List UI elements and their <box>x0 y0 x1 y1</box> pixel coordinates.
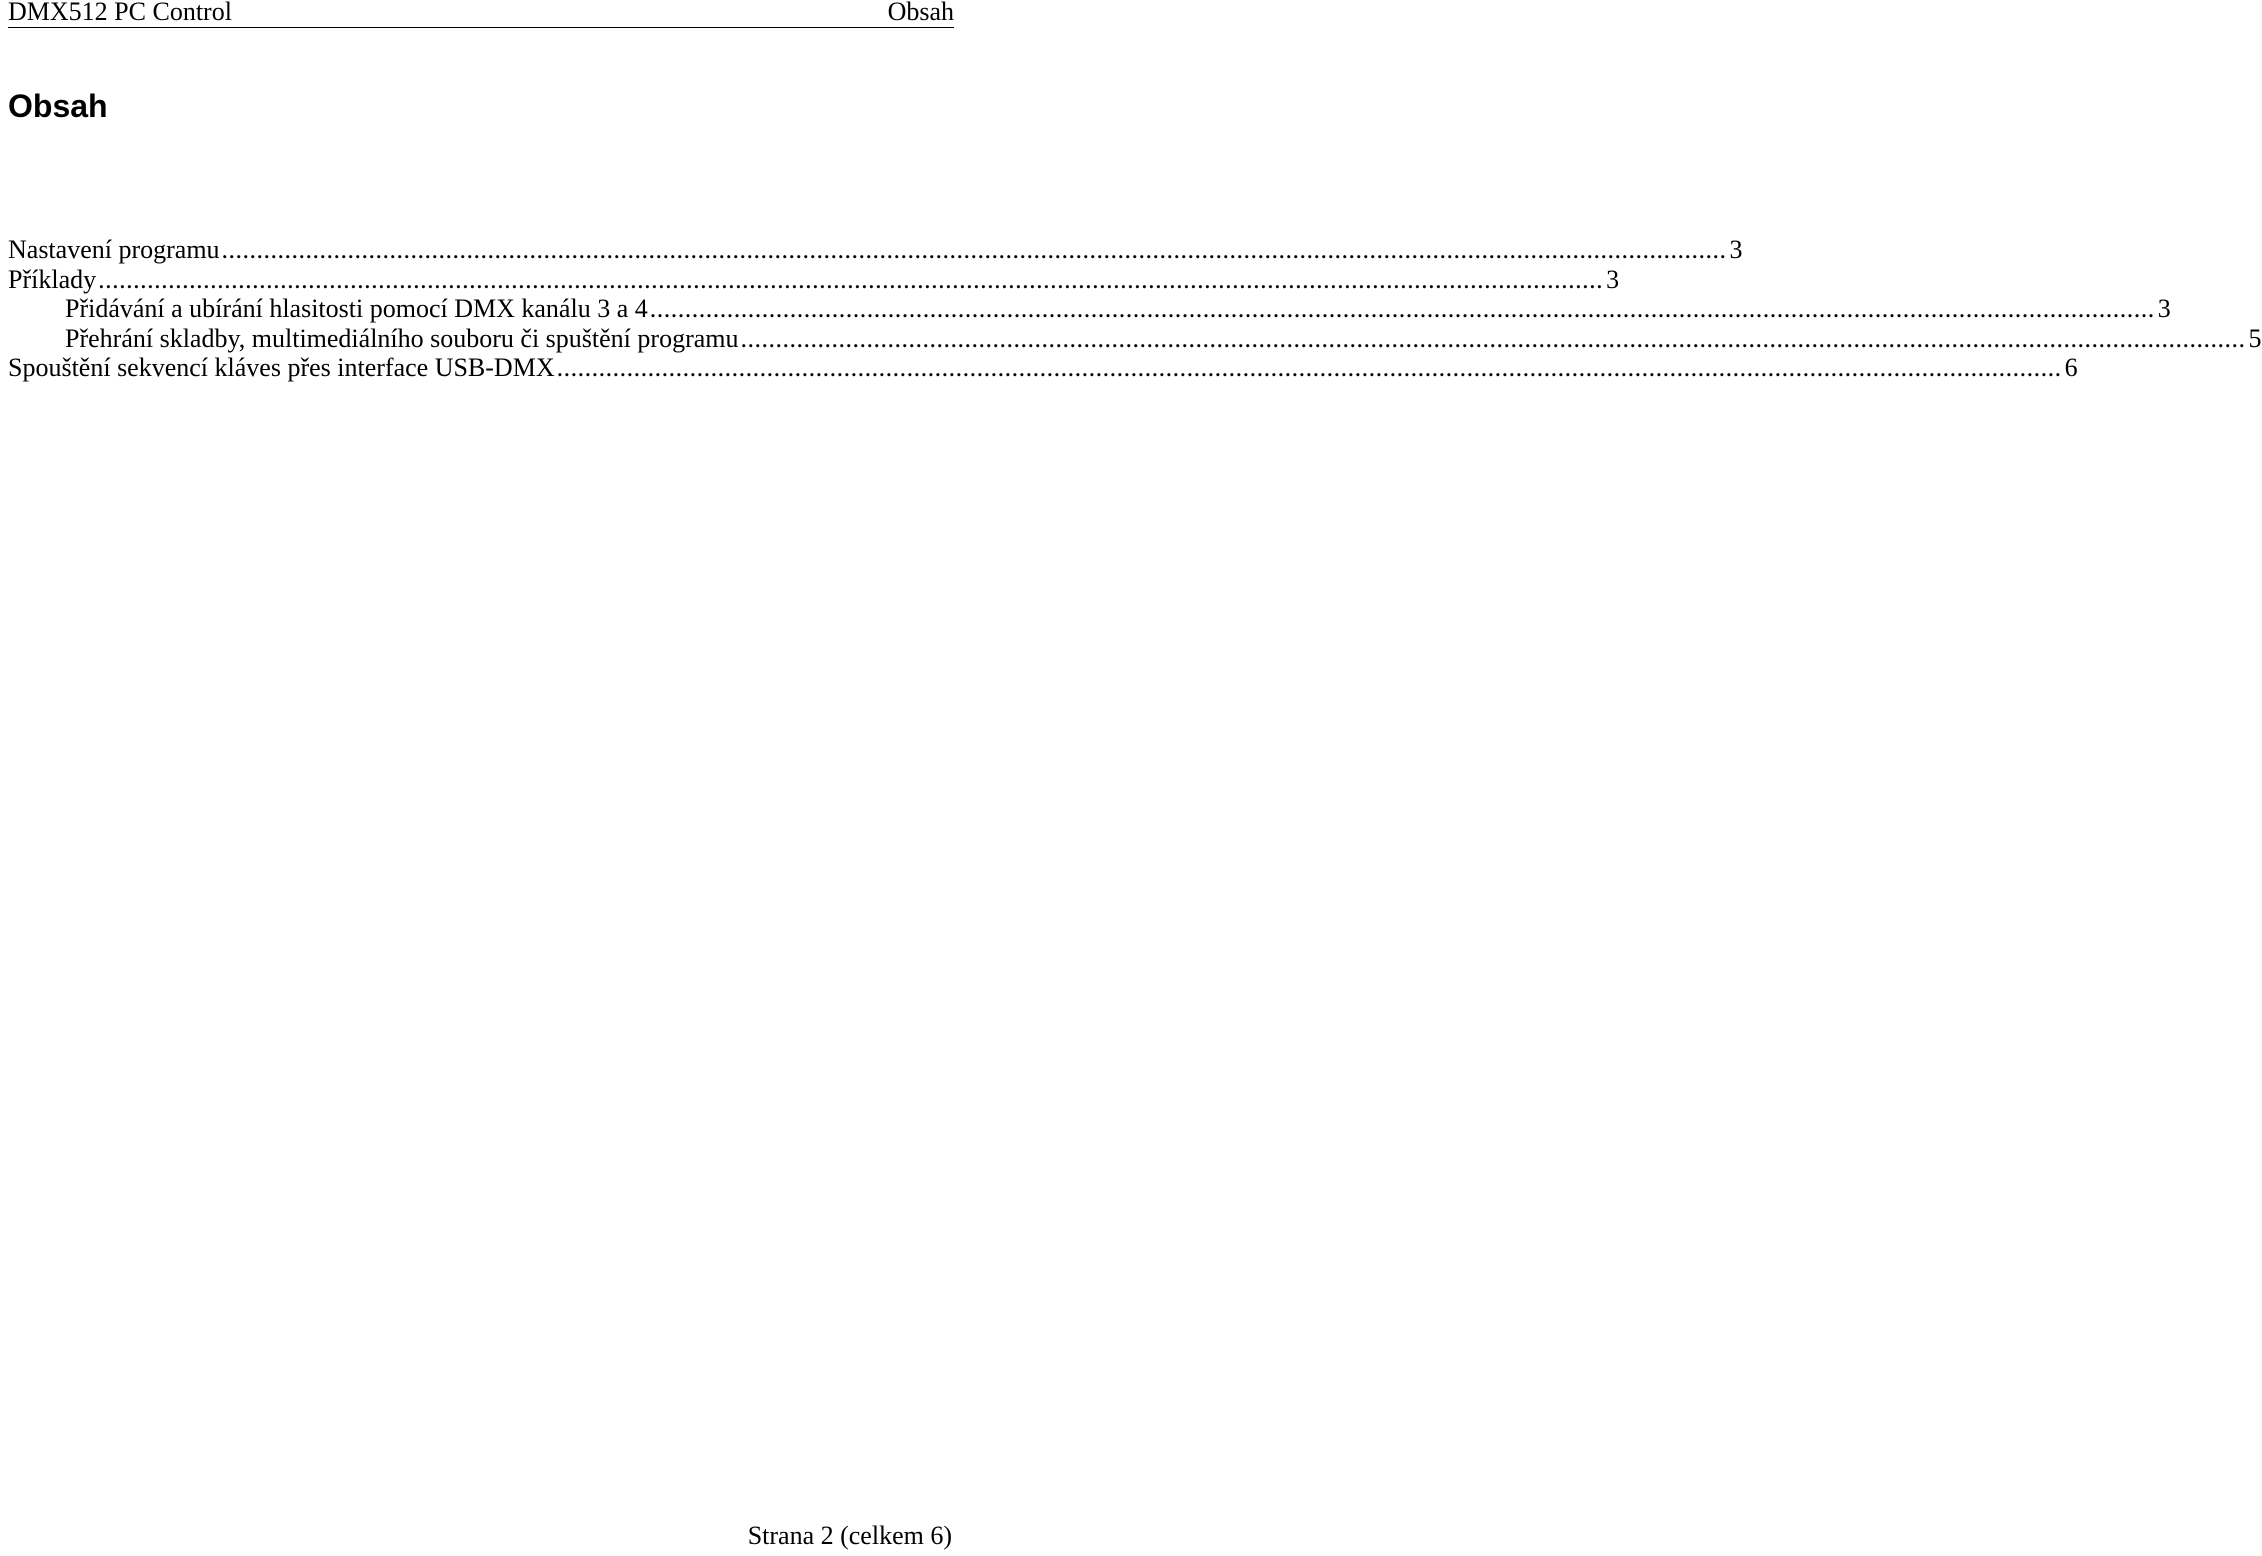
toc-entry-label: Nastavení programu <box>8 235 220 264</box>
table-of-contents <box>8 235 2262 383</box>
page-number-footer: Strana 2 (celkem 6) <box>747 1521 952 1550</box>
toc-entry-label: Přehrání skladby, multimediálního souboru či spuštění programu <box>65 323 739 353</box>
toc-entry-page: 5 <box>2248 323 2262 353</box>
toc-entry-label: Přidávání a ubírání hlasitosti pomocí DMX kanálu 3 a 4 <box>65 294 648 323</box>
toc-entry-pridavani-hlasitosti[interactable] <box>8 294 2171 324</box>
toc-entry-prehrani-skladby[interactable] <box>8 323 2262 354</box>
header-section-name: Obsah <box>887 0 954 26</box>
toc-dot-leader <box>98 265 1603 295</box>
toc-entry-spousteni-sekvenci[interactable] <box>8 353 2078 383</box>
toc-entry-page: 3 <box>1729 235 1743 264</box>
toc-dot-leader <box>650 294 2155 324</box>
toc-entry-nastaveni-programu[interactable] <box>8 235 1743 265</box>
toc-entry-page: 3 <box>1606 264 1620 294</box>
toc-entry-label: Příklady <box>8 264 97 294</box>
running-header <box>8 0 954 28</box>
page-title: Obsah <box>8 88 108 124</box>
header-document-name: DMX512 PC Control <box>8 0 232 26</box>
toc-dot-leader <box>222 235 1727 265</box>
toc-dot-leader <box>741 324 2246 354</box>
toc-entry-page: 3 <box>2157 294 2171 323</box>
toc-entry-page: 6 <box>2064 353 2078 382</box>
toc-dot-leader <box>557 353 2062 383</box>
toc-entry-label: Spouštění sekvencí kláves přes interface USB-DMX <box>8 353 555 382</box>
toc-entry-priklady[interactable] <box>8 264 1620 295</box>
